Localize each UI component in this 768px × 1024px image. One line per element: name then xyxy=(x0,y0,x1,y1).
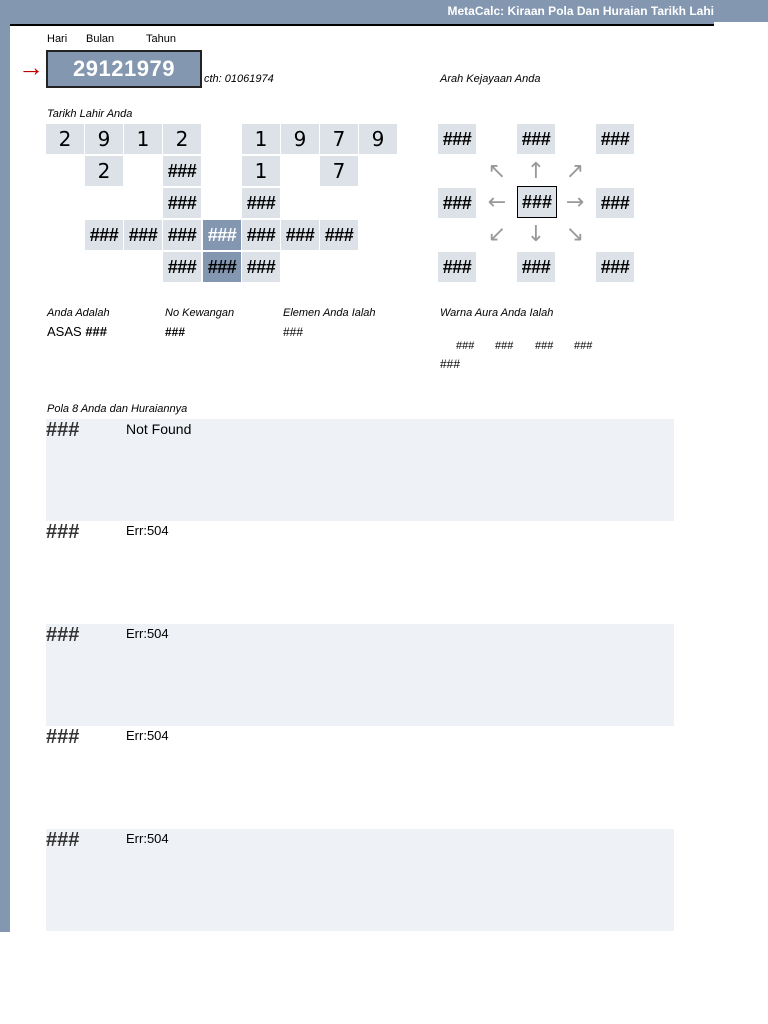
pointer-arrow-icon: → xyxy=(18,52,44,82)
direction-cell: ### xyxy=(438,124,476,154)
derived-cell: ### xyxy=(242,252,280,282)
direction-label: Arah Kejayaan Anda xyxy=(440,73,541,85)
derived-cell: ### xyxy=(163,220,201,250)
anda-adalah-value: ASAS ### xyxy=(47,324,108,339)
year-label: Tahun xyxy=(146,33,176,45)
pola-code: ### xyxy=(46,419,80,441)
derived-cell: ### xyxy=(320,220,358,250)
anda-adalah-label: Anda Adalah xyxy=(47,307,110,319)
center-cell: ### xyxy=(203,252,241,282)
aura-label: Warna Aura Anda Ialah xyxy=(440,307,554,319)
digit-cell: 1 xyxy=(242,124,280,154)
title-bar xyxy=(0,0,714,24)
derived-cell: ### xyxy=(242,188,280,218)
arrow-right-icon: → xyxy=(565,189,585,215)
arrow-up-right-icon: ↗ xyxy=(565,158,585,184)
arrow-down-left-icon: ↙ xyxy=(487,221,507,247)
pola-label: Pola 8 Anda dan Huraiannya xyxy=(47,403,188,415)
pola-row xyxy=(46,829,674,931)
derived-cell: ### xyxy=(163,252,201,282)
arrow-up-icon: ↑ xyxy=(526,158,546,184)
arrow-up-left-icon: ↖ xyxy=(487,158,507,184)
elemen-value: ### xyxy=(283,325,304,339)
elemen-label: Elemen Anda Ialah xyxy=(283,307,376,319)
digit-cell: 2 xyxy=(163,124,201,154)
digit-cell: 1 xyxy=(124,124,162,154)
birthdate-label: Tarikh Lahir Anda xyxy=(47,108,133,120)
center-cell: ### xyxy=(203,220,241,250)
digit-cell: 9 xyxy=(359,124,397,154)
digit-cell: 7 xyxy=(320,156,358,186)
direction-cell: ### xyxy=(517,124,555,154)
title-bar-extension xyxy=(714,0,768,22)
kewangan-label: No Kewangan xyxy=(165,307,235,319)
day-label: Hari xyxy=(47,33,68,45)
derived-cell: ### xyxy=(85,220,123,250)
dob-input[interactable]: 29121979 xyxy=(46,50,202,88)
derived-cell: ### xyxy=(281,220,319,250)
direction-cell: ### xyxy=(596,124,634,154)
pola-row xyxy=(46,624,674,726)
pola-desc: Err:504 xyxy=(126,831,169,846)
pola-desc: Not Found xyxy=(126,421,192,437)
digit-cell: 9 xyxy=(85,124,123,154)
direction-center-cell: ### xyxy=(517,186,557,218)
digit-cell: 7 xyxy=(320,124,358,154)
aura-extra: ### xyxy=(440,357,461,371)
left-border xyxy=(0,24,10,932)
pola-desc: Err:504 xyxy=(126,523,169,538)
derived-cell: ### xyxy=(242,220,280,250)
aura-value: ### xyxy=(535,340,554,352)
aura-value: ### xyxy=(574,340,593,352)
aura-value: ### xyxy=(456,340,475,352)
pola-desc: Err:504 xyxy=(126,626,169,641)
direction-cell: ### xyxy=(596,188,634,218)
aura-value: ### xyxy=(495,340,514,352)
pola-code: ### xyxy=(46,726,80,748)
pola-row xyxy=(46,419,674,521)
direction-cell: ### xyxy=(596,252,634,282)
pola-code: ### xyxy=(46,624,80,646)
pola-row xyxy=(46,726,674,828)
pola-row xyxy=(46,521,674,623)
direction-cell: ### xyxy=(517,252,555,282)
pola-code: ### xyxy=(46,521,80,543)
digit-cell: 2 xyxy=(46,124,84,154)
month-label: Bulan xyxy=(86,33,115,45)
pola-code: ### xyxy=(46,829,80,851)
derived-cell: ### xyxy=(163,156,201,186)
arrow-left-icon: ← xyxy=(487,189,507,215)
example-hint: cth: 01061974 xyxy=(204,73,274,85)
direction-cell: ### xyxy=(438,252,476,282)
derived-cell: ### xyxy=(124,220,162,250)
digit-cell: 9 xyxy=(281,124,319,154)
arrow-down-icon: ↓ xyxy=(526,221,546,247)
derived-cell: ### xyxy=(163,188,201,218)
kewangan-value: ### xyxy=(165,325,186,339)
direction-cell: ### xyxy=(438,188,476,218)
app-title: MetaCalc: Kiraan Pola Dan Huraian Tarikh Lahi xyxy=(447,4,714,18)
digit-cell: 1 xyxy=(242,156,280,186)
pola-desc: Err:504 xyxy=(126,728,169,743)
top-divider xyxy=(10,24,714,26)
digit-cell: 2 xyxy=(85,156,123,186)
arrow-down-right-icon: ↘ xyxy=(565,221,585,247)
